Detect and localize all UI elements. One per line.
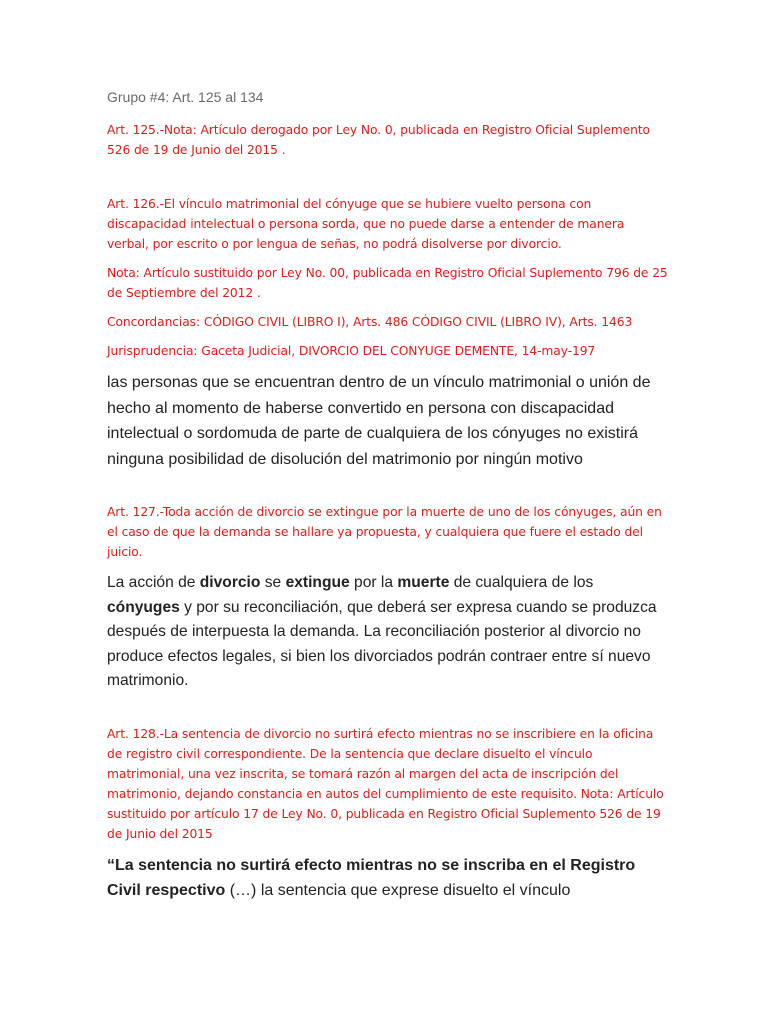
art-127-commentary (107, 571, 668, 694)
bold-term-muerte: muerte (397, 574, 450, 591)
art-125-text: Art. 125.-Nota: Artículo derogado por Ley No. 0, publicada en Registro Oficial Suplemento 526 de 19 de Junio del 2015 . (107, 123, 650, 157)
spacer (107, 254, 668, 263)
art-128-commentary (107, 853, 668, 904)
spacer (107, 844, 668, 853)
commentary-segment: de cualquiera de los (449, 574, 594, 591)
commentary-segment: se (260, 574, 286, 591)
commentary-segment: (…) la sentencia que exprese disuelto el vínculo (225, 882, 571, 899)
commentary-segment: por la (349, 574, 398, 591)
commentary-segment: La acción de (107, 574, 200, 591)
spacer (107, 694, 668, 724)
bold-term-extingue: extingue (285, 574, 350, 591)
spacer (107, 361, 668, 370)
art-126-commentary: las personas que se encuentran dentro de un vínculo matrimonial o unión de hecho al momento de haberse convertido en persona con discapacidad intelectual o sordomuda de parte de cualquiera de los cónyuges no existirá ninguna posibilidad de disolución del matrimonio por ningún motivo (107, 374, 651, 468)
spacer (107, 332, 668, 341)
spacer (107, 472, 668, 502)
art-126-text: Art. 126.-El vínculo matrimonial del cónyuge que se hubiere vuelto persona con discapacidad intelectual o persona sorda, que no puede darse a entender de manera verbal, por escrito o por lengua de señas, no podrá disolverse por divorcio. (107, 197, 625, 251)
art-126-concordancias: Concordancias: CÓDIGO CIVIL (LIBRO I), Arts. 486 CÓDIGO CIVIL (LIBRO IV), Arts. 1463 (107, 315, 633, 329)
bold-quote: “La sentencia no surtirá efecto mientras no se inscriba en el Registro Civil respectivo (107, 856, 636, 899)
art-127-text: Art. 127.-Toda acción de divorcio se extingue por la muerte de uno de los cónyuges, aún en el caso de que la demanda se hallare ya propuesta, y cualquiera que fuere el estado del juicio. (107, 505, 662, 559)
spacer (107, 303, 668, 312)
art-126-nota: Nota: Artículo sustituido por Ley No. 00, publicada en Registro Oficial Suplemento 796 de 25 de Septiembre del 2012 . (107, 266, 668, 300)
spacer (107, 562, 668, 571)
commentary-segment: y por su reconciliación, que deberá ser expresa cuando se produzca después de interpuesta la demanda. La reconciliación posterior al divorcio no produce efectos legales, si bien los divorciados podrán contraer entre sí nuevo matrimonio. (107, 598, 657, 689)
bold-term-conyuges: cónyuges (107, 598, 180, 616)
bold-term-divorcio: divorcio (199, 574, 261, 591)
page-heading: Grupo #4: Art. 125 al 134 (107, 89, 264, 105)
art-128-text: Art. 128.-La sentencia de divorcio no surtirá efecto mientras no se inscribiere en la oficina de registro civil correspondiente. De la sentencia que declare disuelto el vínculo matrimonial, una vez inscrita, se tomará razón al margen del acta de inscripción del matrimonio, dejando constancia en autos del cumplimiento de este requisito. Nota: Artículo sustituido por artículo 17 de Ley No. 0, publicada en Registro Oficial Suplemento 526 de 19 de Junio del 2015 (107, 726, 664, 841)
spacer (107, 160, 668, 194)
art-126-jurisprudencia: Jurisprudencia: Gaceta Judicial, DIVORCIO DEL CONYUGE DEMENTE, 14-may-197 (107, 344, 596, 358)
